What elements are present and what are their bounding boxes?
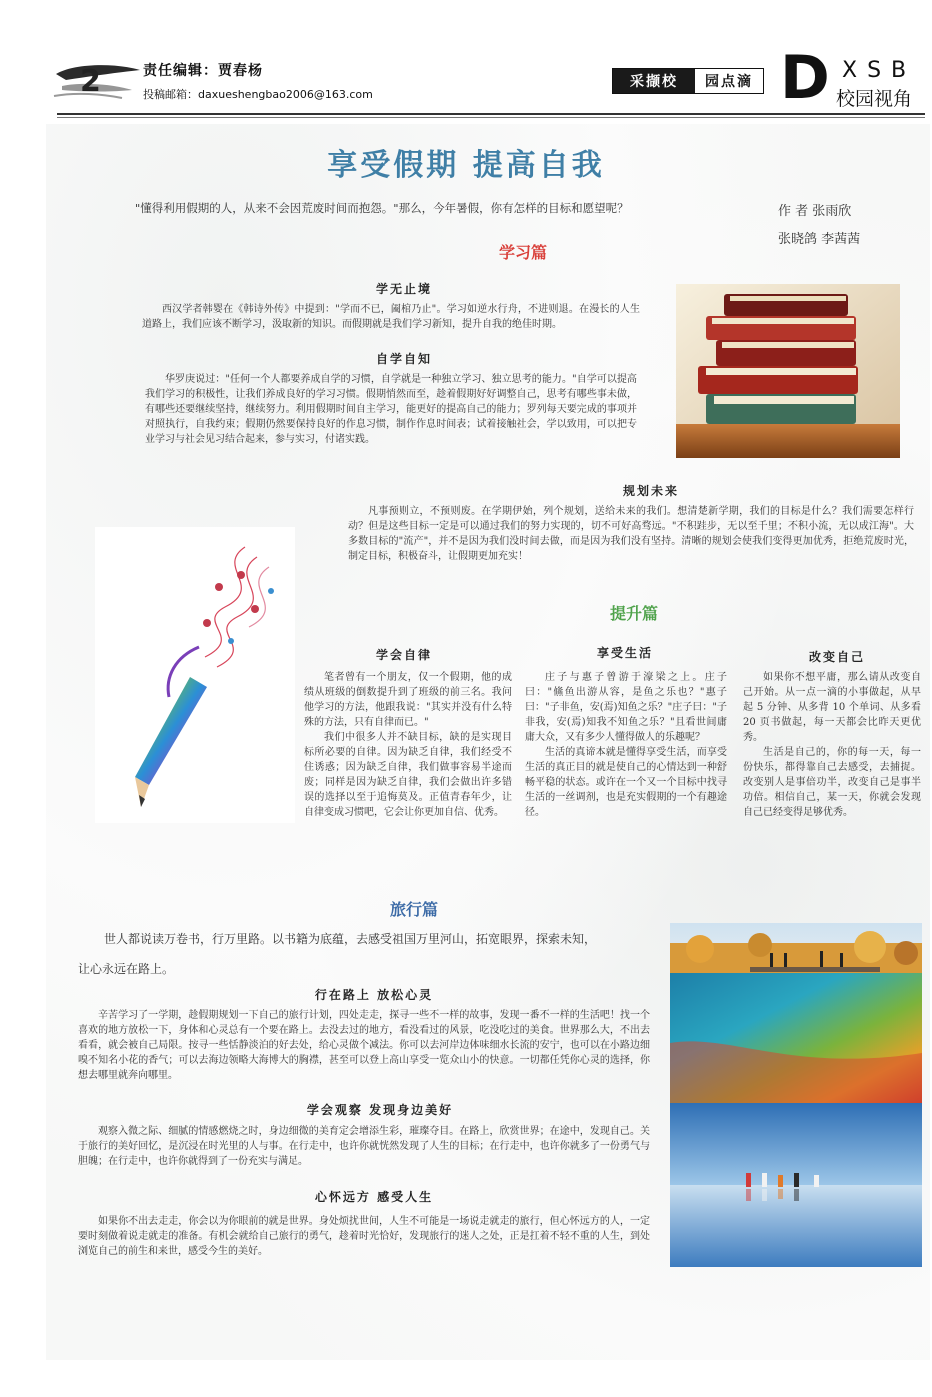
article-intro: "懂得利用假期的人，从来不会因荒废时间而抱怨。"那么，今年暑假，你有怎样的目标和愿望呢？ [135,201,629,215]
travel-sub1-paragraph: 辛苦学习了一学期，趁假期规划一下自己的旅行计划，四处走走，探寻一些不一样的故事，发现一番不一样的生活吧！找一个喜欢的地方放松一下，身体和心灵总有一个要在路上。去没去过的地方，看没看过的风景，吃没吃过的美食。世界那么大，不出去看看，就会被自己局限。按寻一些恬静淡泊的好去处，给心灵做个减法。你可以去河岸边体味细水长流的安宁，也可以在小路边细嗅不知名小花的香气；可以去海边领略大海博大的胸襟，甚至可以登上高山享受一览众山小的快意。一切都任凭你心灵的选择，你想去哪里就奔向哪里。 [78,1010,650,1081]
travel-sub3-paragraph: 如果你不出去走走，你会以为你眼前的就是世界。身处烦扰世间，人生不可能是一场说走就走的旅行，但心怀远方的人，一定要时刻做着说走就走的准备。有机会就给自己旅行的勇气，趁着时光恰好，发现旅行的迷人之处，正是扛着不轻不重的人生，到处浏览自己的前生和来世，感受今生的美好。 [78,1216,650,1257]
travel-intro-line-1: 世人都说读万卷书，行万里路。以书籍为底蕴，去感受祖国万里河山，拓宽眼界，探索未知， [104,932,597,946]
improve-col2-title: 享受生活 [596,646,653,660]
study-sub2-paragraph: 华罗庚说过："任何一个人都要养成自学的习惯，自学就是一种独立学习、独立思考的能力。"自学可以提高我们学习的积极性，让我们养成良好的学习习惯。假期悄然而至，趁着假期好好调整自己，思考有哪些事未做，有哪些还要继续坚持，继续努力。利用假期时间自主学习，能更好的提高自己的能力；罗列每天要完成的事项并对照执行，自我约束；假期仍然要保持良好的作息习惯，制作作息时间表；试着接触社会，学以致用，可以把专业学习与社会见习结合起来，参与实习，付诸实践。 [145,374,637,445]
travel-sub1-title: 行在路上 放松心灵 [314,988,434,1002]
section-tag [612,68,764,94]
study-heading: 学习篇 [498,243,547,262]
improve-col1-paragraph-2: 我们中很多人并不缺目标，缺的是实现目标所必要的自律。因为缺乏自律，我们经受不住诱惑；因为缺乏自律，我们做事容易半途而废；同样是因为缺乏自律，我们会做出许多错误的选择以至于追悔莫及。正值青春年少，让自律变成习惯吧，它会让你更加自信、优秀。 [304,732,512,818]
improve-col1-title: 学会自律 [375,648,432,662]
music-pencil-illustration [95,527,295,823]
section-tag-dark: 采撷校 [613,69,695,93]
salt-lake-photo [670,1103,922,1267]
travel-sub2-title: 学会观察 发现身边美好 [306,1103,454,1117]
improve-col3-paragraph-1: 如果你不想平庸，那么请从改变自己开始。从一点一滴的小事做起，从早起 5 分钟、从多背 10 个单词、从多看 20 页书做起，每一天都会比昨天更优秀。 [743,672,921,743]
colorful-lake-photo [670,923,922,1103]
travel-intro-line-2: 让心永远在路上。 [78,962,175,976]
improve-col3-paragraph-2: 生活是自己的，你的每一天，每一份快乐，都得靠自己去感受，去捕捉。改变别人是事倍功半，改变自己是事半功倍。相信自己，某一天，你就会发现自己已经变得足够优秀。 [743,747,921,818]
travel-sub3-text [78,1214,650,1259]
improve-col2-paragraph-2: 生活的真谛本就是懂得享受生活，而享受生活的真正目的就是使自己的心情达到一种舒畅平稳的状态。或许在一个又一个目标中找寻生活的一丝调剂，也是充实假期的一个有趣途径。 [525,747,727,818]
improve-col1-paragraph-1: 笔者曾有一个朋友，仅一个假期，他的成绩从班级的倒数提升到了班级的前三名。我问他学习的方法，他跟我说："其实并没有什么特殊的方法，只有自律而已。" [304,672,512,728]
brand-letter: D [780,43,830,113]
header-rule-thin [57,117,925,118]
submission-email: 投稿邮箱：daxueshengbao2006@163.com [143,88,373,101]
study-sub1-text [142,302,640,332]
improve-col2-text [525,670,727,820]
editor-line: 责任编辑：贾春杨 [143,63,263,79]
travel-sub2-text [78,1124,650,1169]
study-sub1-title: 学无止境 [375,282,432,296]
improve-col3-text [743,670,921,820]
page-number: 2 [80,64,101,99]
travel-sub3-title: 心怀远方 感受人生 [314,1190,434,1204]
travel-sub1-text [78,1008,650,1083]
brand-code: XSB [842,58,917,83]
books-photo [676,284,900,458]
improve-col3-title: 改变自己 [808,650,865,664]
section-tag-light: 园点滴 [705,74,753,90]
header-rule [57,113,925,115]
improve-col1-text [304,670,512,820]
author-line-1: 作 者 张雨欣 [778,204,852,219]
study-sub3-text [348,504,914,564]
article-title: 享受假期 提高自我 [327,148,605,183]
study-sub2-text [145,372,637,447]
author-line-2: 张晓鸽 李茜茜 [778,232,861,247]
study-sub3-paragraph: 凡事预则立，不预则废。在学期伊始，列个规划，送给未来的我们。想清楚新学期，我们的目标是什么？我们需要怎样行动？但是这些目标一定是可以通过我们的努力实现的，切不可好高骛远。"不积跬步，无以至千里；不积小流，无以成江海"。大多数目标的"流产"，并不是因为我们没时间去做，而是因为我们没有坚持。清晰的规划会使我们变得更加优秀，拒绝荒废时光，制定目标，积极奋斗，让假期更加充实！ [348,506,914,562]
improve-col2-paragraph-1: 庄子与惠子曾游于濠梁之上。庄子曰："鯈鱼出游从容，是鱼之乐也？"惠子曰："子非鱼，安(焉)知鱼之乐？"庄子曰："子非我，安(焉)知我不知鱼之乐？"且看世间庸庸大众，又有多少人懂得做人的乐趣呢？ [525,672,727,743]
column-name: 校园视角 [836,88,913,110]
study-sub3-title: 规划未来 [622,484,679,498]
improve-heading: 提升篇 [609,604,658,623]
study-sub1-paragraph: 西汉学者韩婴在《韩诗外传》中提到："学而不已，阖棺乃止"。学习如逆水行舟，不进则退。在漫长的人生道路上，我们应该不断学习，汲取新的知识。而假期就是我们学习新知，提升自我的绝佳时期。 [142,304,640,330]
travel-sub2-paragraph: 观察入微之际、细腻的情感燃烧之时，身边细微的美育定会增添生彩，璀璨夺目。在路上，欣赏世界；在途中，发现自己。关于旅行的美好回忆，是沉浸在时光里的人与事。在行走中，也许你就恍然发现了人生的目标；在行走中，也许你就多了一份勇气与胆魄；在行走中，也许你就得到了一份充实与满足。 [78,1126,650,1167]
study-sub2-title: 自学自知 [375,352,432,366]
travel-heading: 旅行篇 [389,900,438,919]
